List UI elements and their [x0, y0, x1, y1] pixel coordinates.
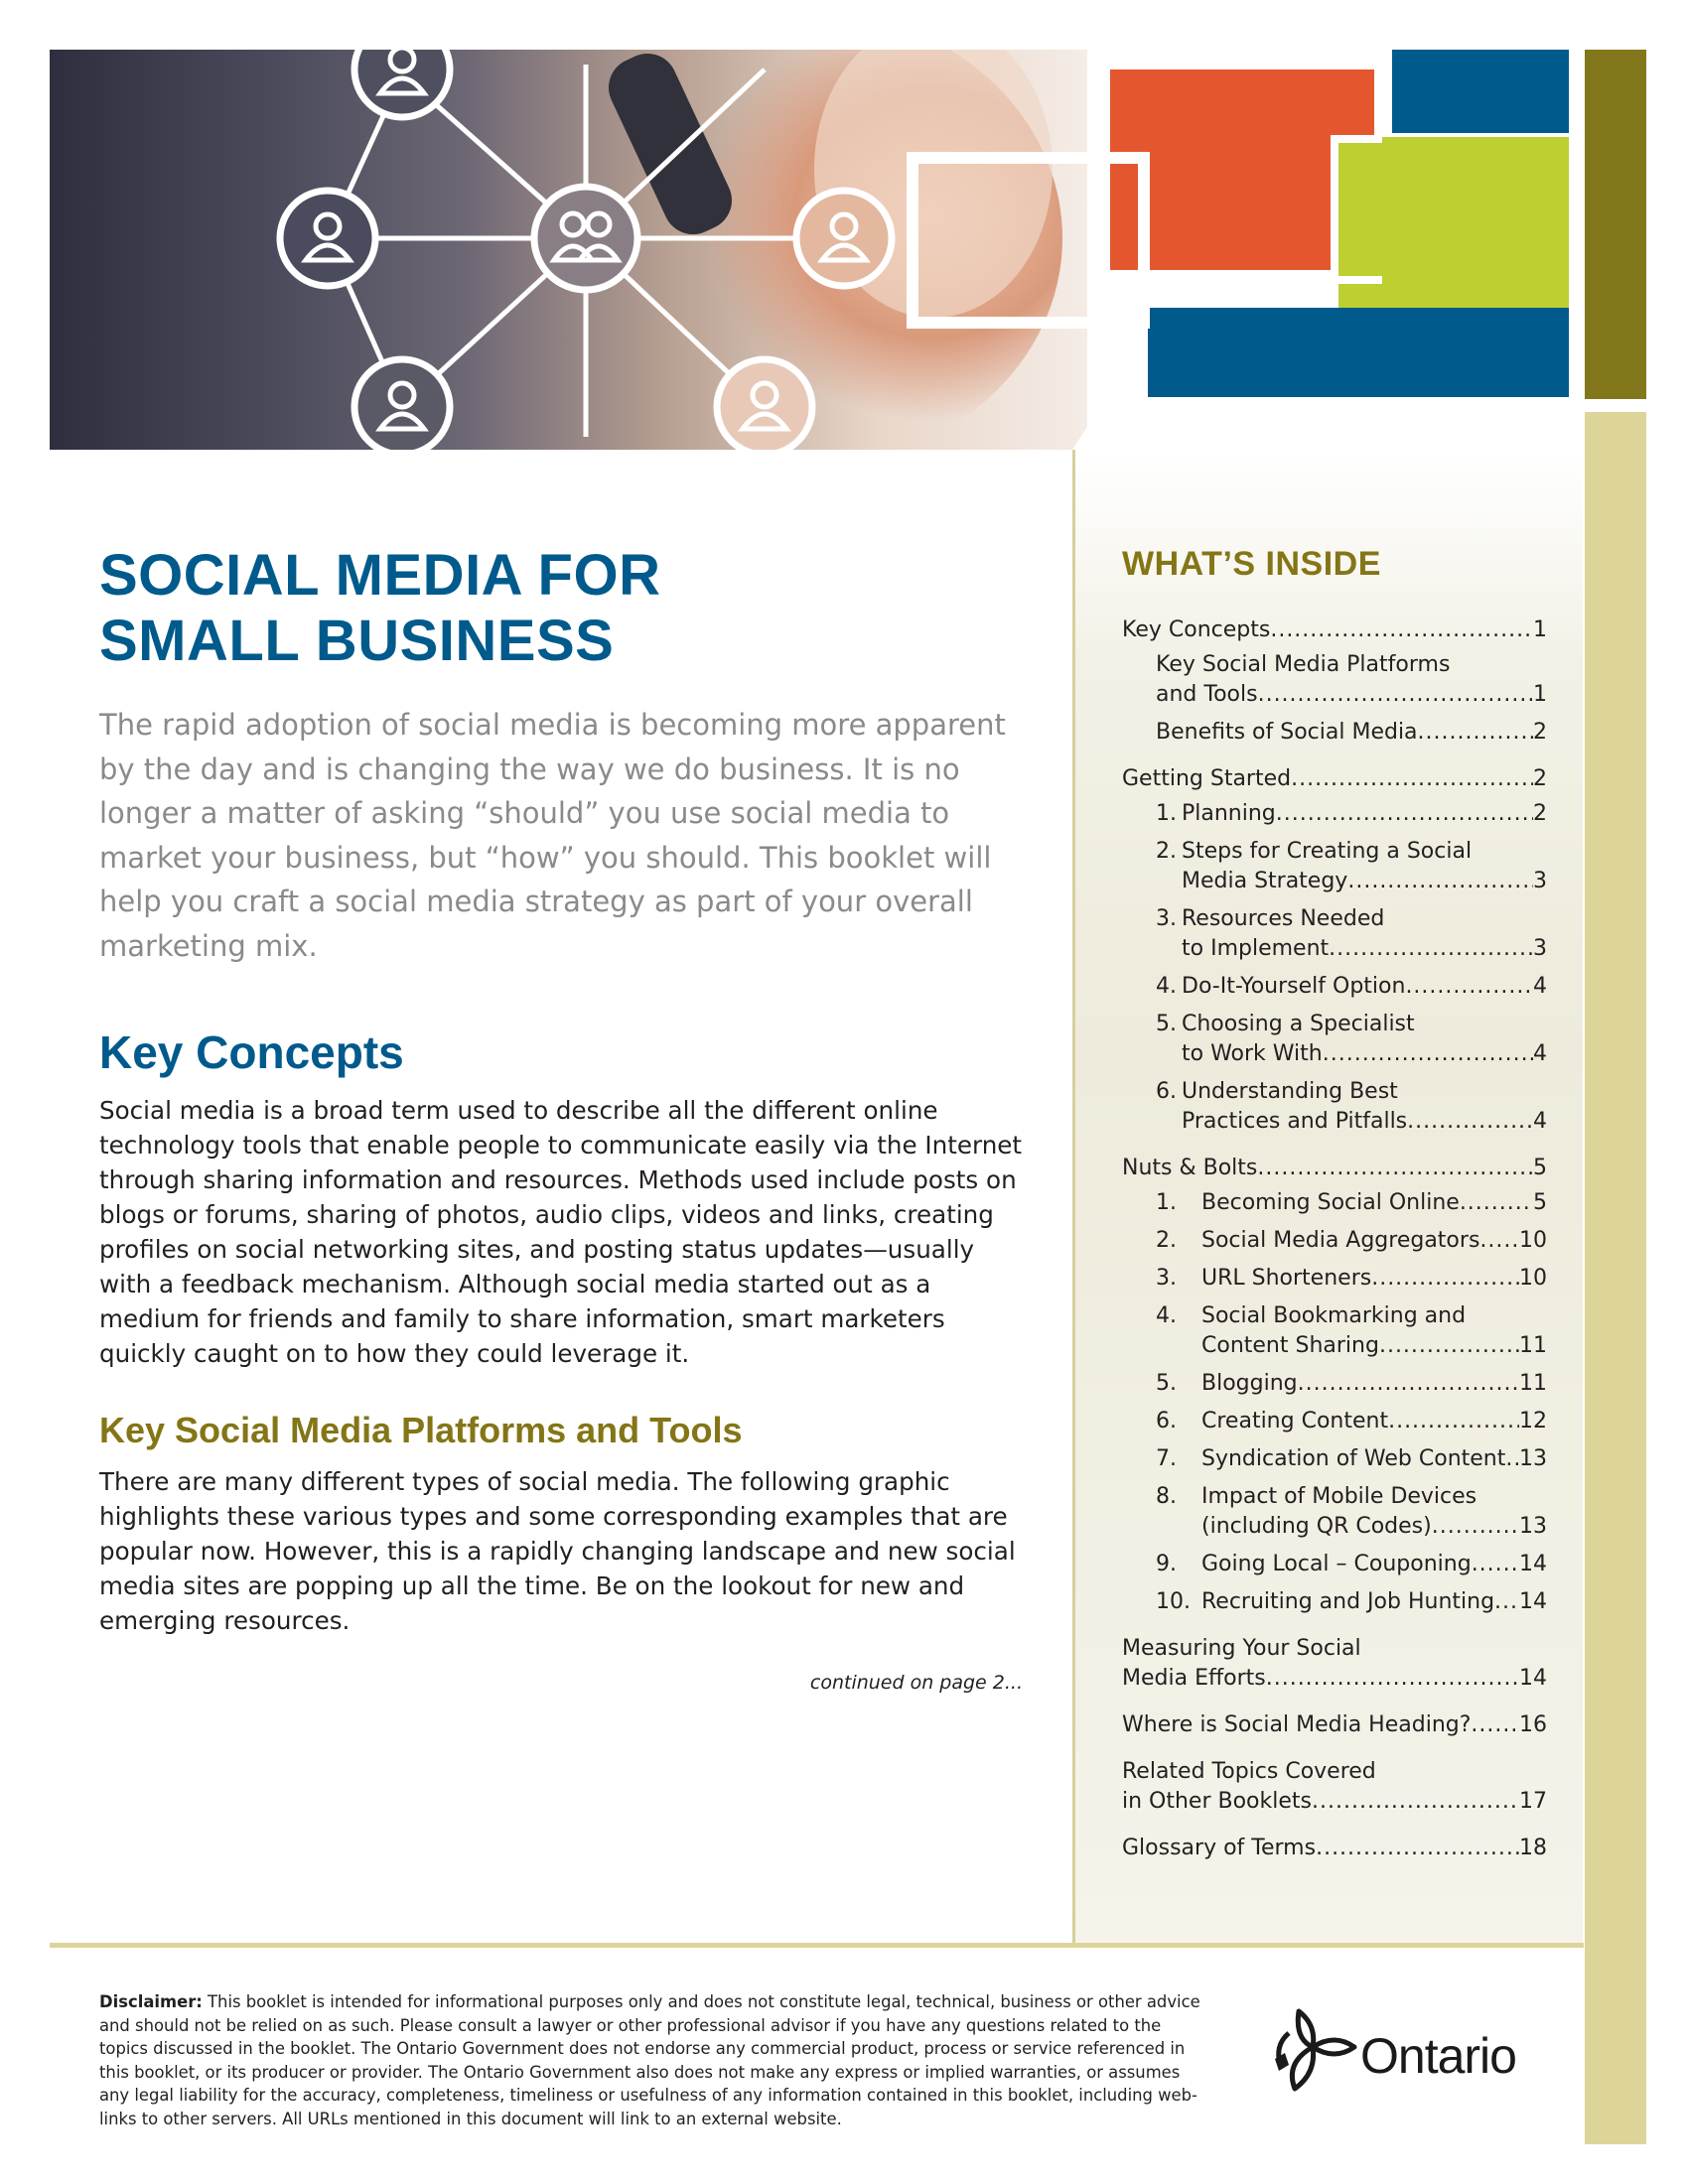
toc-item-label: Nuts & Bolts: [1122, 1156, 1258, 1180]
toc-leader: [1471, 1710, 1519, 1740]
subsection-heading: Key Social Media Platforms and Tools: [99, 1410, 743, 1450]
toc-item-label: Creating Content: [1201, 1409, 1389, 1433]
toc-item-label: Glossary of Terms: [1122, 1836, 1317, 1860]
toc-item-page: 3: [1533, 869, 1547, 893]
table-of-contents: [1122, 615, 1547, 1863]
toc-item-label: Social Media Aggregators: [1201, 1228, 1480, 1253]
toc-item-page: 10: [1519, 1228, 1547, 1253]
toc-title: WHAT’S INSIDE: [1122, 545, 1381, 583]
toc-leader: [1298, 1369, 1519, 1399]
toc-item-label: Social Bookmarking and: [1201, 1303, 1467, 1328]
toc-leader: [1379, 1331, 1519, 1361]
ontario-wordmark: Ontario: [1360, 2028, 1516, 2084]
toc-leader: [1257, 1154, 1533, 1183]
toc-item-page: 14: [1519, 1552, 1547, 1576]
toc-item[interactable]: [1122, 799, 1547, 829]
decorative-frame: [907, 152, 1150, 329]
toc-leader: [1494, 1587, 1519, 1617]
toc-item[interactable]: [1122, 764, 1547, 794]
toc-item-number: 8.: [1156, 1484, 1177, 1509]
toc-item-number: 10.: [1156, 1589, 1191, 1614]
toc-item[interactable]: [1122, 1301, 1547, 1361]
toc-item[interactable]: [1122, 650, 1547, 710]
toc-item[interactable]: [1122, 1482, 1547, 1542]
toc-item[interactable]: [1122, 972, 1547, 1002]
toc-item-number: 6.: [1156, 1079, 1177, 1104]
side-stripe-light: [1585, 412, 1646, 2144]
toc-item-label: Steps for Creating a Social: [1182, 839, 1473, 864]
toc-leader: [1329, 934, 1533, 964]
toc-item-label: Measuring Your Social: [1122, 1636, 1361, 1661]
toc-item-page: 4: [1533, 1109, 1547, 1134]
toc-item[interactable]: [1122, 1634, 1547, 1694]
toc-leader: [1505, 1444, 1519, 1474]
toc-item-label: Media Efforts: [1122, 1666, 1266, 1691]
toc-item-label: Content Sharing: [1201, 1333, 1379, 1358]
toc-item-label: Media Strategy: [1182, 869, 1348, 893]
toc-item-number: 2.: [1156, 1228, 1177, 1253]
footer-divider: [50, 1943, 1584, 1948]
toc-item-label: URL Shorteners: [1201, 1266, 1372, 1291]
decorative-frame: [1331, 135, 1382, 284]
toc-item-page: 1: [1533, 682, 1547, 707]
toc-item-label: Practices and Pitfalls: [1182, 1109, 1408, 1134]
toc-item-label: Related Topics Covered: [1122, 1759, 1376, 1784]
toc-leader: [1266, 1664, 1519, 1694]
toc-item-page: 11: [1519, 1333, 1547, 1358]
decorative-block-blue: [1148, 308, 1569, 397]
toc-item-number: 1.: [1156, 1190, 1177, 1215]
toc-item-page: 18: [1519, 1836, 1547, 1860]
toc-leader: [1291, 764, 1533, 794]
toc-item-label: (including QR Codes): [1201, 1514, 1432, 1539]
toc-item-number: 7.: [1156, 1446, 1177, 1471]
toc-item-page: 4: [1533, 1041, 1547, 1066]
ontario-logo: [1269, 2003, 1537, 2103]
toc-item-number: 6.: [1156, 1409, 1177, 1433]
toc-leader: [1347, 867, 1533, 896]
toc-item-label: Going Local – Couponing: [1201, 1552, 1472, 1576]
toc-item-label: Key Social Media Platforms: [1156, 652, 1451, 677]
toc-item-label: and Tools: [1156, 682, 1258, 707]
toc-leader: [1472, 1550, 1519, 1579]
toc-item-number: 4.: [1156, 1303, 1177, 1328]
toc-item-page: 5: [1533, 1190, 1547, 1215]
subsection-body: There are many different types of social media. The following graphic highlights these various types and some corresponding examples that are popular now. However, this is a rapidly changing landscape and new social media sites are popping up all the time. Be on the lookout for new and emerging resources.: [99, 1467, 1016, 1635]
toc-leader: [1460, 1188, 1533, 1218]
toc-item-page: 13: [1519, 1446, 1547, 1471]
toc-item-page: 3: [1533, 936, 1547, 961]
toc-item[interactable]: [1122, 615, 1547, 645]
toc-item-page: 10: [1519, 1266, 1547, 1291]
toc-item-page: 2: [1533, 801, 1547, 826]
toc-item[interactable]: [1122, 1587, 1547, 1617]
toc-leader: [1371, 1264, 1519, 1294]
toc-item-page: 2: [1533, 720, 1547, 745]
section-heading: Key Concepts: [99, 1026, 404, 1078]
toc-item-number: 5.: [1156, 1012, 1177, 1036]
toc-item-label: Recruiting and Job Hunting: [1201, 1589, 1495, 1614]
toc-item[interactable]: [1122, 904, 1547, 964]
toc-item[interactable]: [1122, 1010, 1547, 1069]
toc-item-label: Key Concepts: [1122, 617, 1271, 642]
page-title: [99, 543, 660, 674]
toc-leader: [1312, 1787, 1519, 1817]
toc-leader: [1316, 1834, 1519, 1863]
toc-item-page: 2: [1533, 766, 1547, 791]
intro-paragraph: The rapid adoption of social media is becoming more apparent by the day and is changing the way we do business. It is no longer a matter of asking “should” you use social media to market your business, but “how” you should. This booklet will help you craft a social media strategy as part of your overall marketing mix.: [99, 708, 1006, 963]
toc-item-page: 5: [1533, 1156, 1547, 1180]
toc-item-number: 1.: [1156, 801, 1177, 826]
toc-item-page: 14: [1519, 1589, 1547, 1614]
toc-item-number: 5.: [1156, 1371, 1177, 1396]
toc-leader: [1270, 615, 1533, 645]
toc-item[interactable]: [1122, 718, 1547, 748]
page-title-line: SMALL BUSINESS: [99, 609, 615, 673]
toc-item-label: to Implement: [1182, 936, 1330, 961]
toc-item-page: 14: [1519, 1666, 1547, 1691]
page-title-line: SOCIAL MEDIA FOR: [99, 543, 661, 608]
continued-note: continued on page 2...: [809, 1672, 1023, 1694]
toc-item[interactable]: [1122, 1407, 1547, 1436]
toc-item-label: Resources Needed: [1182, 906, 1385, 931]
section-body: Social media is a broad term used to describe all the different online technology tools that enable people to communicate easily via the Internet through sharing information and resources. Methods used include posts on blogs or forums, sharing of photos, audio clips, videos and links, creating profiles on social networking sites, and posting status updates—usually with a feedback mechanism. Although social media started out as a medium for friends and family to share information, smart marketers quickly caught on to how they could leverage it.: [99, 1096, 1023, 1368]
toc-leader: [1388, 1407, 1519, 1436]
toc-item-label: Benefits of Social Media: [1156, 720, 1418, 745]
toc-item-page: 4: [1533, 974, 1547, 999]
toc-item[interactable]: [1122, 837, 1547, 896]
toc-leader: [1323, 1039, 1533, 1069]
disclaimer-label: Disclaimer:: [99, 1992, 203, 2011]
toc-item-label: Choosing a Specialist: [1182, 1012, 1415, 1036]
toc-item[interactable]: [1122, 1369, 1547, 1399]
decorative-block-blue: [1392, 50, 1569, 133]
toc-item-label: Understanding Best: [1182, 1079, 1398, 1104]
toc-leader: [1432, 1512, 1519, 1542]
toc-leader: [1418, 718, 1533, 748]
toc-item[interactable]: [1122, 1444, 1547, 1474]
toc-item-page: 16: [1519, 1712, 1547, 1737]
toc-item-number: 3.: [1156, 906, 1177, 931]
toc-item-label: Getting Started: [1122, 766, 1292, 791]
toc-item-page: 1: [1533, 617, 1547, 642]
ontario-trillium-icon: [1269, 2003, 1358, 2103]
toc-leader: [1479, 1226, 1519, 1256]
toc-item[interactable]: [1122, 1550, 1547, 1579]
toc-item[interactable]: [1122, 1834, 1547, 1863]
toc-item-label: Do-It-Yourself Option: [1182, 974, 1406, 999]
toc-item-page: 17: [1519, 1789, 1547, 1814]
toc-item-label: Syndication of Web Content: [1201, 1446, 1506, 1471]
toc-item-page: 13: [1519, 1514, 1547, 1539]
toc-item-label: Blogging: [1201, 1371, 1298, 1396]
toc-item-number: 2.: [1156, 839, 1177, 864]
toc-leader: [1276, 799, 1533, 829]
toc-leader: [1405, 972, 1533, 1002]
toc-item[interactable]: [1122, 1226, 1547, 1256]
toc-item-number: 3.: [1156, 1266, 1177, 1291]
toc-item-page: 12: [1519, 1409, 1547, 1433]
toc-leader: [1407, 1107, 1533, 1137]
toc-item-label: Impact of Mobile Devices: [1201, 1484, 1477, 1509]
toc-item[interactable]: [1122, 1264, 1547, 1294]
disclaimer-text: This booklet is intended for informational purposes only and does not constitute legal, technical, business or other advice and should not be relied on as such. Please consult a lawyer or other professional advisor if you have any questions related to the topics discussed in the booklet. The Ontario Government does not endorse any commercial product, process or service referenced in this booklet, or its producer or provider. The Ontario Government also does not make any express or implied warranties, or assumes any legal liability for the accuracy, completeness, timeliness or usefulness of any information contained in this booklet, including web-links to other servers. All URLs mentioned in this document will link to an external website.: [99, 1992, 1200, 2128]
toc-item-label: to Work With: [1182, 1041, 1323, 1066]
toc-item-number: 4.: [1156, 974, 1177, 999]
toc-item-number: 9.: [1156, 1552, 1177, 1576]
disclaimer: [99, 1990, 1211, 2130]
toc-item-label: Planning: [1182, 801, 1276, 826]
side-stripe-dark: [1585, 50, 1646, 399]
toc-leader: [1258, 680, 1533, 710]
toc-item[interactable]: [1122, 1077, 1547, 1137]
toc-item[interactable]: [1122, 1188, 1547, 1218]
toc-item-page: 11: [1519, 1371, 1547, 1396]
toc-item-label: Becoming Social Online: [1201, 1190, 1460, 1215]
toc-item-label: in Other Booklets: [1122, 1789, 1312, 1814]
toc-item-label: Where is Social Media Heading?: [1122, 1712, 1472, 1737]
toc-item[interactable]: [1122, 1154, 1547, 1183]
toc-item[interactable]: [1122, 1757, 1547, 1817]
toc-item[interactable]: [1122, 1710, 1547, 1740]
